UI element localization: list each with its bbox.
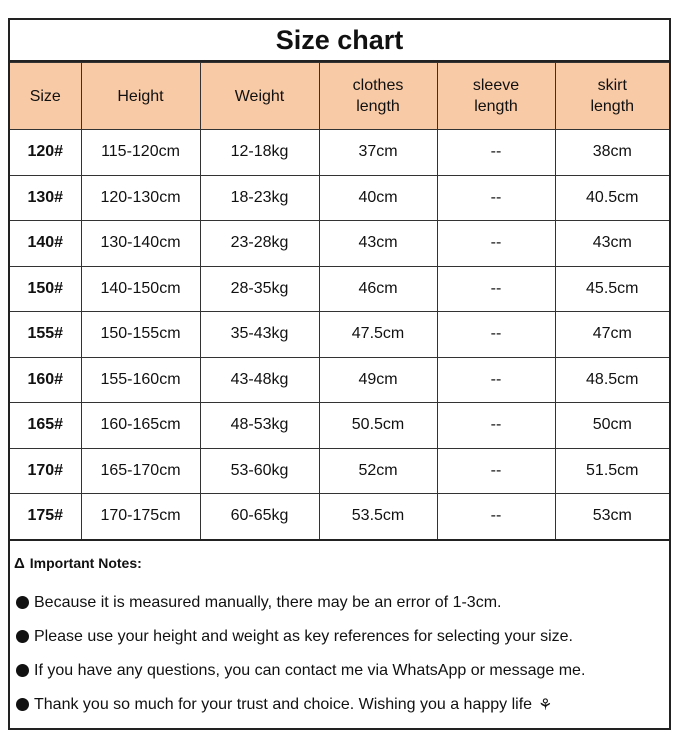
cell-height: 140-150cm <box>81 266 200 312</box>
cell-skirt-length: 51.5cm <box>555 448 669 494</box>
cell-skirt-length: 43cm <box>555 221 669 267</box>
bullet-icon <box>16 630 29 643</box>
important-notes <box>10 541 669 722</box>
table-row <box>10 130 669 176</box>
note-item <box>14 620 669 654</box>
cell-sleeve-length: -- <box>437 494 555 540</box>
cell-skirt-length: 53cm <box>555 494 669 540</box>
table-body <box>10 130 669 540</box>
header-skirt-length: skirt length <box>555 63 669 130</box>
header-weight: Weight <box>200 63 319 130</box>
header-sleeve-length: sleeve length <box>437 63 555 130</box>
cell-size: 165# <box>10 403 81 449</box>
size-table <box>10 62 669 541</box>
table-row <box>10 312 669 358</box>
cell-skirt-length: 50cm <box>555 403 669 449</box>
cell-skirt-length: 38cm <box>555 130 669 176</box>
cell-height: 155-160cm <box>81 357 200 403</box>
bullet-icon <box>16 596 29 609</box>
cell-size: 155# <box>10 312 81 358</box>
cell-sleeve-length: -- <box>437 130 555 176</box>
cell-sleeve-length: -- <box>437 266 555 312</box>
cell-skirt-length: 45.5cm <box>555 266 669 312</box>
notes-heading <box>14 555 669 572</box>
cell-weight: 60-65kg <box>200 494 319 540</box>
cell-size: 120# <box>10 130 81 176</box>
cell-clothes-length: 53.5cm <box>319 494 437 540</box>
cell-clothes-length: 49cm <box>319 357 437 403</box>
size-chart-frame <box>8 18 671 730</box>
cell-clothes-length: 40cm <box>319 175 437 221</box>
cell-skirt-length: 40.5cm <box>555 175 669 221</box>
table-row <box>10 494 669 540</box>
table-row <box>10 403 669 449</box>
cell-weight: 35-43kg <box>200 312 319 358</box>
bullet-icon <box>16 664 29 677</box>
table-row <box>10 357 669 403</box>
delta-icon: Δ <box>14 554 25 572</box>
cell-clothes-length: 52cm <box>319 448 437 494</box>
header-size: Size <box>10 63 81 130</box>
header-clothes-length: clothes length <box>319 63 437 130</box>
cell-clothes-length: 50.5cm <box>319 403 437 449</box>
note-item <box>14 654 669 688</box>
note-item <box>14 688 669 722</box>
cell-height: 115-120cm <box>81 130 200 176</box>
header-height: Height <box>81 63 200 130</box>
cell-skirt-length: 47cm <box>555 312 669 358</box>
cell-height: 150-155cm <box>81 312 200 358</box>
cell-skirt-length: 48.5cm <box>555 357 669 403</box>
cell-size: 140# <box>10 221 81 267</box>
cell-height: 130-140cm <box>81 221 200 267</box>
table-header-row <box>10 63 669 130</box>
table-row <box>10 266 669 312</box>
cell-weight: 43-48kg <box>200 357 319 403</box>
cell-weight: 12-18kg <box>200 130 319 176</box>
table-row <box>10 448 669 494</box>
cell-sleeve-length: -- <box>437 357 555 403</box>
cell-size: 160# <box>10 357 81 403</box>
cell-sleeve-length: -- <box>437 448 555 494</box>
cell-clothes-length: 47.5cm <box>319 312 437 358</box>
cell-weight: 48-53kg <box>200 403 319 449</box>
cell-height: 170-175cm <box>81 494 200 540</box>
cell-size: 170# <box>10 448 81 494</box>
cell-height: 165-170cm <box>81 448 200 494</box>
cell-sleeve-length: -- <box>437 175 555 221</box>
note-item <box>14 586 669 620</box>
cell-size: 175# <box>10 494 81 540</box>
cell-size: 130# <box>10 175 81 221</box>
cell-height: 160-165cm <box>81 403 200 449</box>
chart-title: Size chart <box>10 20 669 62</box>
notes-title: Important Notes: <box>29 555 142 571</box>
cell-sleeve-length: -- <box>437 312 555 358</box>
flower-icon: ⚘ <box>538 696 553 714</box>
cell-weight: 28-35kg <box>200 266 319 312</box>
table-row <box>10 221 669 267</box>
bullet-icon <box>16 698 29 711</box>
note-text: Please use your height and weight as key references for selecting your size. <box>34 627 573 645</box>
note-text: Because it is measured manually, there may be an error of 1-3cm. <box>34 593 502 611</box>
table-row <box>10 175 669 221</box>
cell-clothes-length: 37cm <box>319 130 437 176</box>
note-text: Thank you so much for your trust and choice. Wishing you a happy life <box>34 695 533 713</box>
cell-size: 150# <box>10 266 81 312</box>
note-text: If you have any questions, you can contact me via WhatsApp or message me. <box>34 661 586 679</box>
cell-weight: 53-60kg <box>200 448 319 494</box>
cell-sleeve-length: -- <box>437 221 555 267</box>
cell-height: 120-130cm <box>81 175 200 221</box>
cell-clothes-length: 43cm <box>319 221 437 267</box>
cell-weight: 23-28kg <box>200 221 319 267</box>
cell-clothes-length: 46cm <box>319 266 437 312</box>
cell-weight: 18-23kg <box>200 175 319 221</box>
cell-sleeve-length: -- <box>437 403 555 449</box>
